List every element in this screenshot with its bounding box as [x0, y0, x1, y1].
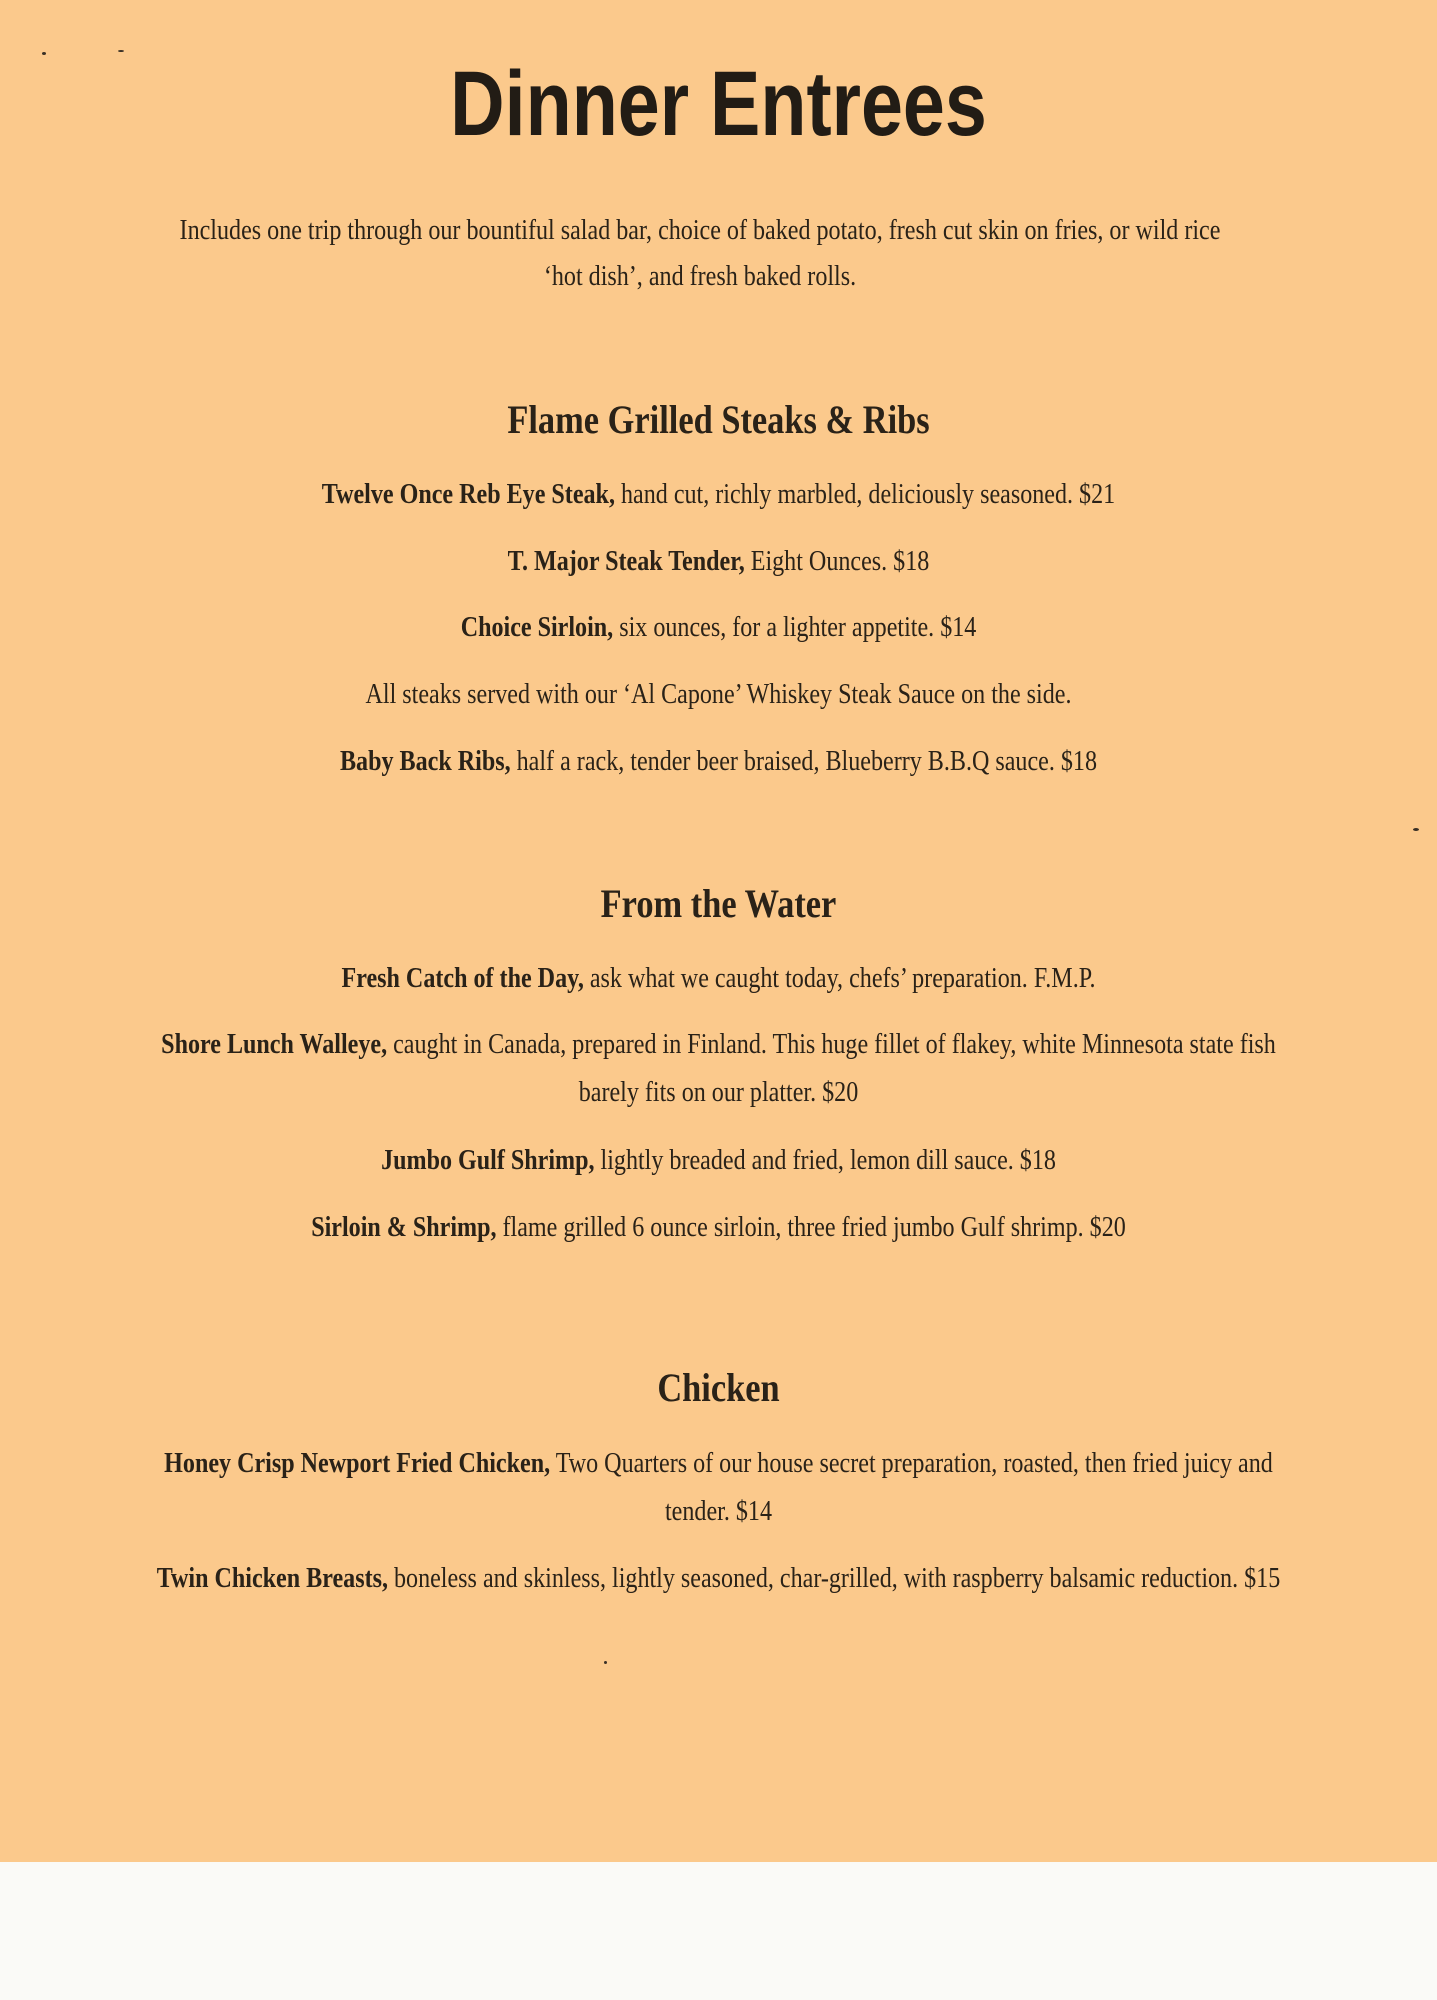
menu-item-name: Honey Crisp Newport Fried Chicken,: [164, 1448, 551, 1479]
menu-item-name: Sirloin & Shrimp,: [311, 1212, 497, 1243]
section-heading-steaks-ribs: Flame Grilled Steaks & Ribs: [507, 397, 930, 442]
page-title: Dinner Entrees: [450, 53, 987, 155]
section-heading-from-the-water: From the Water: [600, 881, 837, 926]
menu-item-description: Eight Ounces. $18: [744, 546, 930, 577]
intro-text: Includes one trip through our bountiful salad bar, choice of baked potato, fresh cut skin on fries, or wild rice ‘hot dish’, and fresh baked rolls.: [179, 215, 1221, 292]
scan-margin: [0, 1862, 1437, 2000]
menu-item: [135, 1021, 1302, 1117]
menu-item-name: Choice Sirloin,: [460, 612, 614, 643]
menu-item: [135, 738, 1302, 786]
menu-item-description: half a rack, tender beer braised, Blueberry B.B.Q sauce. $18: [510, 746, 1098, 777]
menu-item-description: lightly breaded and fried, lemon dill sauce. $18: [594, 1145, 1056, 1176]
section-heading-chicken: Chicken: [657, 1365, 780, 1410]
scan-speck: [118, 50, 124, 52]
menu-item-description: boneless and skinless, lightly seasoned, char-grilled, with raspberry balsamic reduction. $15: [387, 1563, 1281, 1594]
menu-item-name: T. Major Steak Tender,: [507, 546, 745, 577]
menu-item-description: ask what we caught today, chefs’ preparation. F.M.P.: [583, 963, 1096, 994]
menu-item-description: six ounces, for a lighter appetite. $14: [613, 612, 977, 643]
menu-item: [135, 1204, 1302, 1252]
scan-speck: [42, 52, 46, 55]
menu-item: [135, 538, 1302, 586]
menu-item-name: Shore Lunch Walleye,: [161, 1029, 388, 1060]
scan-speck: [604, 1661, 607, 1664]
menu-item-name: Twelve Once Reb Eye Steak,: [321, 479, 615, 510]
menu-item: [135, 1137, 1302, 1185]
menu-item-name: Jumbo Gulf Shrimp,: [381, 1145, 595, 1176]
menu-item: [135, 604, 1302, 652]
menu-item-name: Fresh Catch of the Day,: [341, 963, 584, 994]
menu-item: [135, 471, 1302, 519]
menu-item-description: caught in Canada, prepared in Finland. This huge fillet of flakey, white Minnesota state fish barely fits on our platter. $20: [387, 1029, 1276, 1108]
menu-item-description: Two Quarters of our house secret preparation, roasted, then fried juicy and tender. $14: [550, 1448, 1273, 1527]
menu-item-name: Baby Back Ribs,: [339, 746, 511, 777]
scan-speck: [1413, 828, 1419, 831]
menu-item: [135, 1440, 1302, 1536]
menu-item-description: hand cut, richly marbled, deliciously seasoned. $21: [614, 479, 1116, 510]
menu-note: [135, 671, 1302, 719]
menu-item-name: Twin Chicken Breasts,: [156, 1563, 388, 1594]
menu-item-description: All steaks served with our ‘Al Capone’ Whiskey Steak Sauce on the side.: [365, 679, 1072, 710]
menu-item-description: flame grilled 6 ounce sirloin, three fried jumbo Gulf shrimp. $20: [496, 1212, 1126, 1243]
menu-item: [135, 955, 1302, 1003]
menu-item: [135, 1555, 1302, 1603]
